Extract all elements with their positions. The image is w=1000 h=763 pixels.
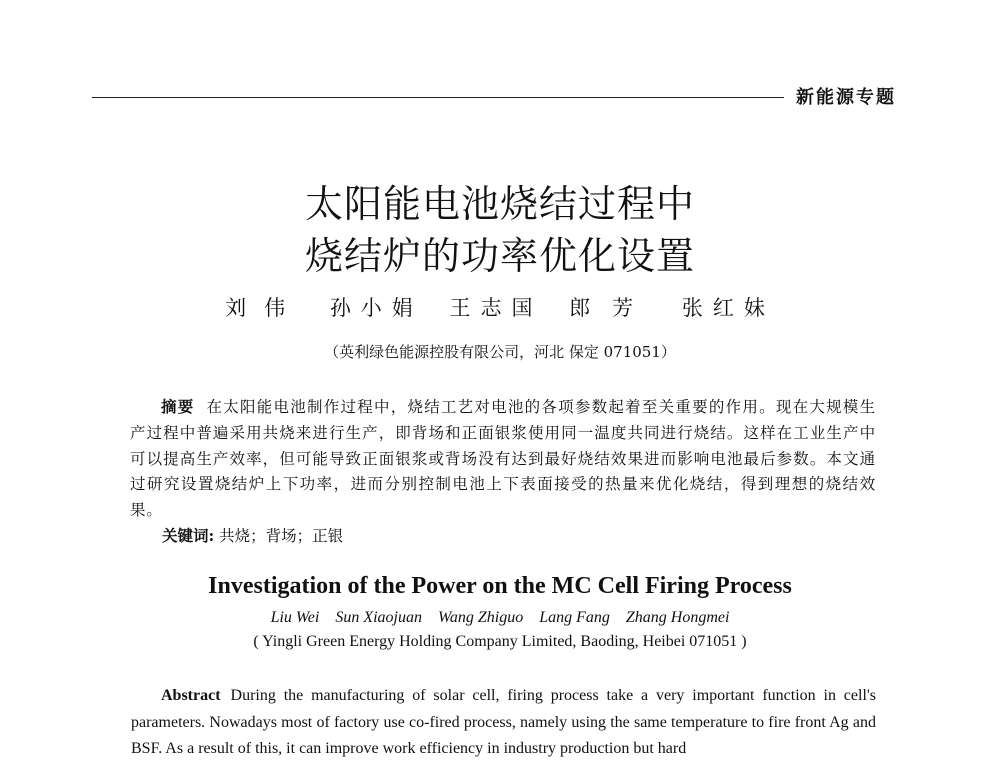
keywords-label-zh: 关键词: <box>162 526 215 545</box>
affiliation-en: ( Yingli Green Energy Holding Company Limited, Baoding, Heibei 071051 ) <box>253 633 747 650</box>
author-zh: 孙小娟 <box>329 296 423 320</box>
title-en: Investigation of the Power on the MC Cell Firing Process <box>208 573 792 599</box>
authors-zh <box>0 292 1000 322</box>
author-en: Liu Wei <box>270 609 320 626</box>
author-zh: 郎芳 <box>569 296 656 320</box>
title-zh-line2: 烧结炉的功率优化设置 <box>304 234 695 278</box>
abstract-zh <box>130 394 876 524</box>
abstract-label-zh: 摘要 <box>161 397 195 416</box>
header-rule <box>92 97 784 98</box>
author-zh: 刘伟 <box>225 296 304 320</box>
affiliation-zh: （英利绿色能源控股有限公司，河北 保定 071051） <box>324 343 676 361</box>
author-en: Sun Xiaojuan <box>335 609 422 626</box>
authors-en <box>0 609 1000 627</box>
author-zh: 张红妹 <box>681 296 775 320</box>
author-en: Wang Zhiguo <box>437 609 524 626</box>
author-en: Lang Fang <box>539 609 610 626</box>
title-zh-line1: 太阳能电池烧结过程中 <box>304 182 695 226</box>
abstract-text-en: During the manufacturing of solar cell, firing process take a very important function in cell's parameters. Nowadays most of factory use co-fired process, namely using the same temperature to fire front Ag and BSF. As a result of this, it can improve work efficiency in industry production but hard <box>131 687 876 757</box>
abstract-label-en: Abstract <box>161 687 221 704</box>
keywords-text-zh: 共烧；背场；正银 <box>219 527 344 545</box>
section-label: 新能源专题 <box>796 87 896 108</box>
keywords-zh <box>162 524 343 546</box>
author-zh: 王志国 <box>449 296 543 320</box>
abstract-en <box>131 683 876 763</box>
abstract-text-zh: 在太阳能电池制作过程中，烧结工艺对电池的各项参数起着至关重要的作用。现在大规模生产过程中普遍采用共烧来进行生产，即背场和正面银浆使用同一温度共同进行烧结。这样在工业生产中可以提高生产效率，但可能导致正面银浆或背场没有达到最好烧结效果进而影响电池最后参数。本文通过研究设置烧结炉上下功率，进而分别控制电池上下表面接受的热量来优化烧结，得到理想的烧结效果。 <box>130 398 876 520</box>
author-en: Zhang Hongmei <box>625 609 730 626</box>
